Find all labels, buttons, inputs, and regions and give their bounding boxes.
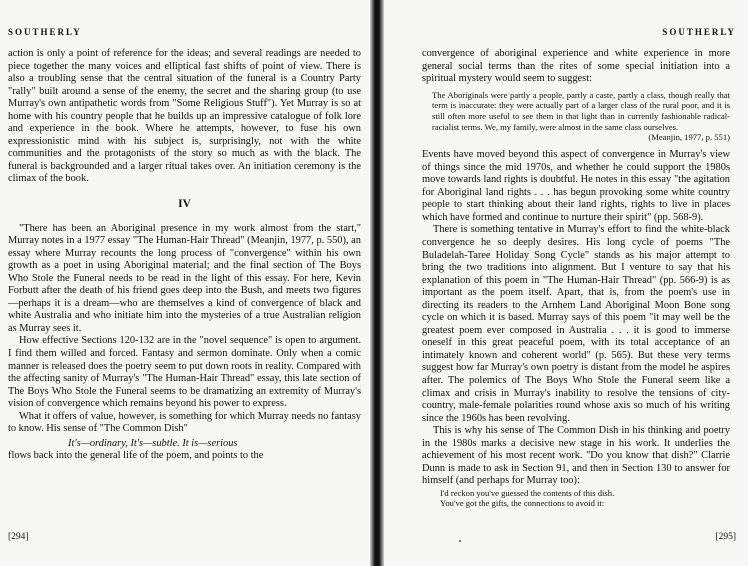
block-quote-text: The Aboriginals were partly a people, partly a caste, partly a class, though really that term is inaccurate: they were actually part of a larger class of the rural poor, and it is still often more useful to see them in that light than in currently fashionable radical-racialist terms. We, my family, were almost in the same class ourselves.: [432, 89, 730, 132]
page-number-left: [294]: [8, 532, 29, 542]
left-paragraph-4: What it offers of value, however, is something for which Murray needs no fantasy to know. His sense of "The Common Dish": [8, 410, 361, 435]
section-heading: IV: [178, 198, 191, 211]
left-paragraph-3: How effective Sections 120-132 are in the "novel sequence" is open to argument. I find them willed and forced. Fantasy and sermon dominate. Only when a comic manner is released does the poetry seem to put down roots in reality. Compared with the affecting sanity of Murray's "The Human-Hair Thread" essay, this late section of The Boys Who Stole the Funeral seems to be dramatizing an extremity of Murray's vision of convergence which remains beyond his power to express.: [8, 335, 361, 410]
page-number-right: [295]: [715, 532, 736, 542]
running-head-right: SOUTHERLY: [662, 27, 736, 37]
book-gutter: [370, 0, 384, 566]
right-paragraph-4: This is why his sense of The Common Dish in his thinking and poetry in the 1980s marks a decisive new stage in his work. It underlies the achievement of his most recent work. "Do you know that dish?" Clarrie Dunn is made to ask in Section 91, and then in Section 130 to answer for himself (and perhaps for Murray too):: [422, 425, 730, 487]
running-head-left: SOUTHERLY: [8, 27, 82, 37]
right-page: [384, 0, 748, 566]
right-paragraph-2: Events have moved beyond this aspect of convergence in Murray's view of things since the mid 1970s, and whether he could support the 1980s move towards land rights is doubtful. He notes in this essay "the agitation for Aboriginal land rights . . . has begun provoking some white country people to start thinking about their land rights, rights to live in places which have formed and continue to nurture their spirit" (pp. 568-9).: [422, 149, 730, 223]
left-paragraph-2: "There has been an Aboriginal presence in my work almost from the start," Murray notes in a 1977 essay "The Human-Hair Thread" (Meanjin, 1977, p. 550), an essay where Murray recounts the long process of "convergence" within his own growth as a poet in using Aboriginal material; and the final section of The Boys Who Stole the Funeral needs to be read in the light of this essay. For here, Kevin Forbutt after the death of his friend goes deep into the Bush, and meets two figures—perhaps it is a dream—who are themselves a kind of convergence of black and white Australia and who initiate him into the mysteries of a true Australian religion as Murray sees it.: [8, 222, 361, 334]
poem-excerpt: [440, 488, 730, 509]
block-quote: [432, 90, 730, 144]
right-paragraph-3: There is something tentative in Murray's effort to find the white-black convergence he so deeply desires. His long cycle of poems "The Buladelah-Taree Holiday Song Cycle" stands as his major attempt to bring the two traditions into alignment. But I venture to say that his explanation of this poem in "The Human-Hair Thread" (pp. 566-9) is as important as the poem itself. Apart, that is, from the poem's use in directing its readers to the Arnhem Land Aboriginal Moon Bone song cycle on which it is based. Murray says of this poem "it may well be the greatest poem ever composed in Australia . . . it is good to immerse oneself in this great peaceful poem, with its total acceptance of an intimately known and coherent world" (p. 565). But these very terms suggest how far Murray's own poetry is distant from the model he aspires after. The polemics of The Boys Who Stole the Funeral seem like a climax and crisis in Murray's inability to resolve the tensions of city-country, male-female polarities round whose axis so much of his writing since the 1960s has been revolving.: [422, 224, 730, 424]
left-paragraph-5: flows back into the general life of the poem, and points to the: [8, 450, 264, 462]
right-paragraph-1: convergence of aboriginal experience and white experience in more general social terms than the rites of some special initiation into a spiritual mystery would seem to suggest:: [422, 48, 730, 85]
poem-line-2: You've got the gifts, the connections to avoid it:: [440, 498, 605, 509]
verse-quote: It's—ordinary, It's—subtle. It is—serious: [68, 437, 238, 449]
right-text-column: [422, 48, 730, 509]
print-speck: [459, 540, 461, 542]
left-paragraph-1: action is only a point of reference for the ideas; and several readings are needed to piece together the many voices and elliptical fast shifts of point of view. There is also a troubling sense that the central situation of the funeral is a Country Party "rally" built around a sense of the enemy, the secret and the sharing group (to use Murray's own antipathetic words from "Some Religious Stuff"). Yet Murray is so at home with his country people that he builds up an impressive catalogue of folk lore and experience in the book. Where he attempts, however, to fuse his own expressionistic mind with his subject is, surprisingly, not with the white communities and the protagonists of the story so much as with the black. The funeral is backgrounded and a larger ritual takes over. An initiation ceremony is the climax of the book.: [8, 48, 361, 185]
block-quote-source: (Meanjin, 1977, p. 551): [648, 132, 730, 143]
left-page: [0, 0, 370, 566]
left-text-column: [8, 48, 361, 463]
poem-line-1: I'd reckon you've guessed the contents of this dish.: [440, 487, 615, 498]
